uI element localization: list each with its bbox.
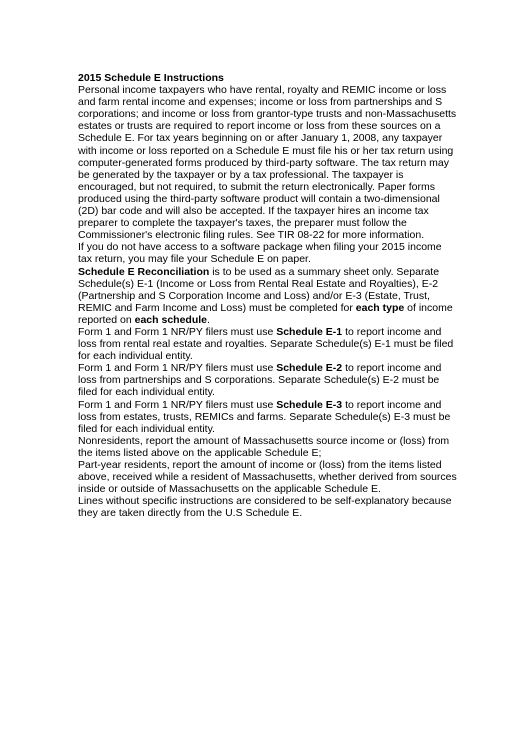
e3-post: to report income and loss from estates, trusts, REMICs and farms. Separate Schedule(s) E-3 must be filed for each individual entity. (78, 398, 451, 435)
reconciliation-text-1: is to be used as a summary sheet only. Separate Schedule(s) E-1 (Income or Loss from Rental Real Estate and Royalties), E-2 (Partnership and S Corporation Income and Loss) and/or E-3 (Estate, Trust, REMIC and Farm Income and Loss) must be completed for (78, 265, 440, 314)
instructions-page (78, 72, 458, 519)
reconciliation-bold-1: each type (355, 301, 405, 314)
lines-without-paragraph: Lines without specific instructions are considered to be self-explanatory because they are taken directly from the U.S Schedule E. (78, 495, 452, 520)
e2-bold: Schedule E-2 (276, 362, 343, 375)
e3-bold: Schedule E-3 (276, 398, 343, 411)
e1-post: to report income and loss from rental real estate and royalties. Separate Schedule(s) E-1 must be filed for each individual entity. (78, 325, 454, 363)
intro-paragraph: Personal income taxpayers who have rental, royalty and REMIC income or loss and farm rental income and expenses; income or loss from partnerships and S corporations; and income or loss from grantor-type trusts and non-Massachusetts estates or trusts are required to report income or loss from these sources on a Schedule E. For tax years beginning on or after January 1, 2008, any taxpayer with income or loss reported on a Schedule E must file his or her tax return using computer-generated forms produced by third-party software. The tax return may be generated by the taxpayer or by a tax professional. The taxpayer is encouraged, but not required, to submit the return electronically. Paper forms produced using the third-party software product will contain a two-dimensional (2D) bar code and will also be accepted. If the taxpayer hires an income tax preparer to complete the taxpayer's taxes, the preparer must follow the Commissioner's electronic filing rules. See TIR 08-22 for more information. (78, 84, 457, 242)
reconciliation-bold-2: each schedule (134, 313, 207, 326)
e1-bold: Schedule E-1 (276, 325, 343, 338)
e2-post: to report income and loss from partnerships and S corporations. Separate Schedule(s) E-2 must be filed for each individual entity. (78, 362, 442, 399)
schedule-e2-paragraph (78, 362, 458, 398)
no-software-paragraph: If you do not have access to a software package when filing your 2015 income tax return, you may file your Schedule E on paper. (78, 241, 442, 266)
reconciliation-paragraph (78, 266, 458, 326)
reconciliation-heading: Schedule E Reconciliation (78, 265, 210, 278)
nonresidents-paragraph: Nonresidents, report the amount of Massachusetts source income or (loss) from the items listed above on the applicable Schedule E; (78, 434, 450, 459)
schedule-e1-paragraph (78, 326, 458, 362)
schedule-e3-paragraph (78, 399, 458, 435)
e3-pre: Form 1 and Form 1 NR/PY filers must use (78, 398, 277, 411)
reconciliation-text-3: . (207, 313, 210, 326)
page-title: 2015 Schedule E Instructions (78, 72, 224, 84)
reconciliation-text-2: of income reported on (78, 301, 453, 326)
part-year-paragraph: Part-year residents, report the amount of income or (loss) from the items listed above, received while a resident of Massachusetts, whether derived from sources inside or outside of Massachusetts on the applicable Schedule E. (78, 459, 457, 496)
e1-pre: Form 1 and Form 1 NR/PY filers must use (78, 325, 277, 338)
e2-pre: Form 1 and Form 1 NR/PY filers must use (78, 362, 277, 375)
